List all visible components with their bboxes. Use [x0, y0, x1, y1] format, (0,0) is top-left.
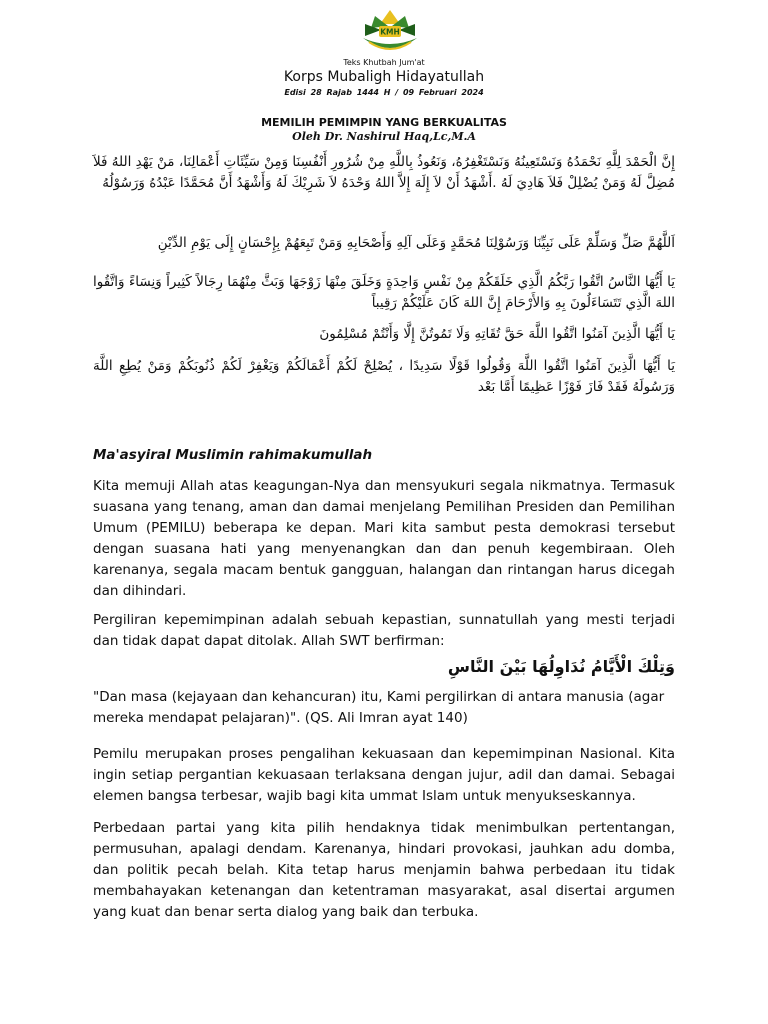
edition-info: Edisi 28 Rajab 1444 H / 09 Februari 2024 — [284, 88, 484, 97]
arabic-verse-ahzab: يَا أَيُّهَا الَّذِينَ آمَنُوا اتَّقُوا اللَّهَ وَقُولُوا قَوْلًا سَدِيدًا ، يُصْلِحْ لَكُمْ أَعْمَالَكُمْ وَيَغْفِرْ لَكُمْ ذُنُوبَكُمْ وَمَنْ يُطِعِ اللَّهَ وَرَسُولَهُ فَقَدْ فَازَ فَوْزًا عَظِيمًا أَمَّا بَعْد — [93, 358, 675, 395]
paragraph-differences: Perbedaan partai yang kita pilih hendaknya tidak menimbulkan pertentangan, permusuhan, apalagi dendam. Karenanya, hindari provokasi, jauhkan adu domba, dan politik pecah belah. Kita tetap harus menjamin bahwa perbedaan itu tidak membahayakan ketenangan dan ketentraman masyarakat, asal disertai argumen yang kuat dan benar serta dialog yang baik dan terbuka. — [93, 820, 675, 920]
arabic-salawat: اَللَّهُمَّ صَلِّ وَسَلِّمْ عَلَى نَبِيِّنَا وَرَسُوْلِنَا مُحَمَّدٍ وَعَلَى آلِهِ وَأَصْحَابِهِ وَمَنْ تَبِعَهُمْ بِإِحْسَانٍ إِلَى يَوْمِ الدِّيْنِ — [157, 235, 675, 251]
greeting-heading: Ma'asyiral Muslimin rahimakumullah — [93, 447, 373, 463]
quran-ayah: وَتِلْكَ الْأَيَّامُ نُدَاوِلُهَا بَيْنَ النَّاسِ — [447, 657, 675, 676]
arabic-verse-imran: يَا أَيُّهَا الَّذِينَ آمَنُوا اتَّقُوا اللَّهَ حَقَّ تُقَاتِهِ وَلَا تَمُوتُنَّ إِلَّا وَأَنْتُمْ مُسْلِمُونَ — [319, 326, 675, 342]
kmh-logo-emblem-icon — [355, 8, 425, 56]
svg-text:KMH: KMH — [380, 27, 400, 37]
sermon-title: MEMILIH PEMIMPIN YANG BERKUALITAS — [261, 116, 507, 129]
kmh-logo — [355, 8, 425, 56]
paragraph-leadership-rotation: Pergiliran kepemimpinan adalah sebuah kepastian, sunnatullah yang mesti terjadi dan tidak dapat dapat ditolak. Allah SWT berfirman: — [93, 612, 675, 649]
arabic-opening-praise: إِنَّ الْحَمْدَ لِلَّهِ نَحْمَدُهُ وَنَسْتَعِينُهُ وَنَسْتَغْفِرُهُ، وَنَعُوذُ بِاللَّهِ مِنْ شُرُورِ أَنْفُسِنَا وَمِنْ سَيِّئَاتِ أَعْمَالِنَا، مَنْ يَهْدِ اللهُ فَلاَ مُضِلَّ لَهُ وَمَنْ يُضْلِلْ فَلاَ هَادِيَ لَهُ .أَشْهَدُ أَنْ لاَ إِلَهَ إِلاَّ اللهُ وَحْدَهُ لاَ شَرِيْكَ لَهُ وَأَشْهَدُ أَنَّ مُحَمَّدًا عَبْدُهُ وَرَسُوْلُهُ — [93, 154, 675, 191]
paragraph-opening: Kita memuji Allah atas keagungan-Nya dan mensyukuri segala nikmatnya. Termasuk suasana yang tenang, aman dan damai menjelang Pemilihan Presiden dan Pemilihan Umum (PEMILU) beberapa ke depan. Mari kita sambut pesta demokrasi tersebut dengan suasana hati yang menyenangkan dan dan penuh kegembiraan. Oleh karenanya, segala macam bentuk gangguan, halangan dan rintangan harus dicegah dan dihindari. — [93, 478, 675, 599]
organization-name: Korps Mubaligh Hidayatullah — [283, 69, 485, 85]
sermon-author: Oleh Dr. Nashirul Haq,Lc,M.A — [292, 130, 476, 143]
ayah-translation: "Dan masa (kejayaan dan kehancuran) itu, Kami pergilirkan di antara manusia (agar mereka mendapat pelajaran)". (QS. Ali Imran ayat 140) — [93, 689, 665, 726]
arabic-verse-nisa: يَا أَيُّهَا النَّاسُ اتَّقُوا رَبَّكُمُ الَّذِي خَلَقَكُمْ مِنْ نَفْسٍ وَاحِدَةٍ وَخَلَقَ مِنْهَا زَوْجَهَا وَبَثَّ مِنْهُمَا رِجَالاً كَثِيراً وَنِسَاءً وَاتَّقُوا اللهَ الَّذِي تَتَسَاءَلُونَ بِهِ وَالأَرْحَامَ إِنَّ اللهَ كَانَ عَلَيْكُمْ رَقِيباً — [93, 274, 675, 311]
header-subtitle: Teks Khutbah Jum'at — [343, 58, 425, 67]
paragraph-election: Pemilu merupakan proses pengalihan kekuasaan dan kepemimpinan Nasional. Kita ingin setiap pergantian kekuasaan terlaksana dengan jujur, adil dan damai. Sebagai elemen bangsa terbesar, wajib bagi kita ummat Islam untuk menyukseskannya. — [93, 746, 675, 804]
